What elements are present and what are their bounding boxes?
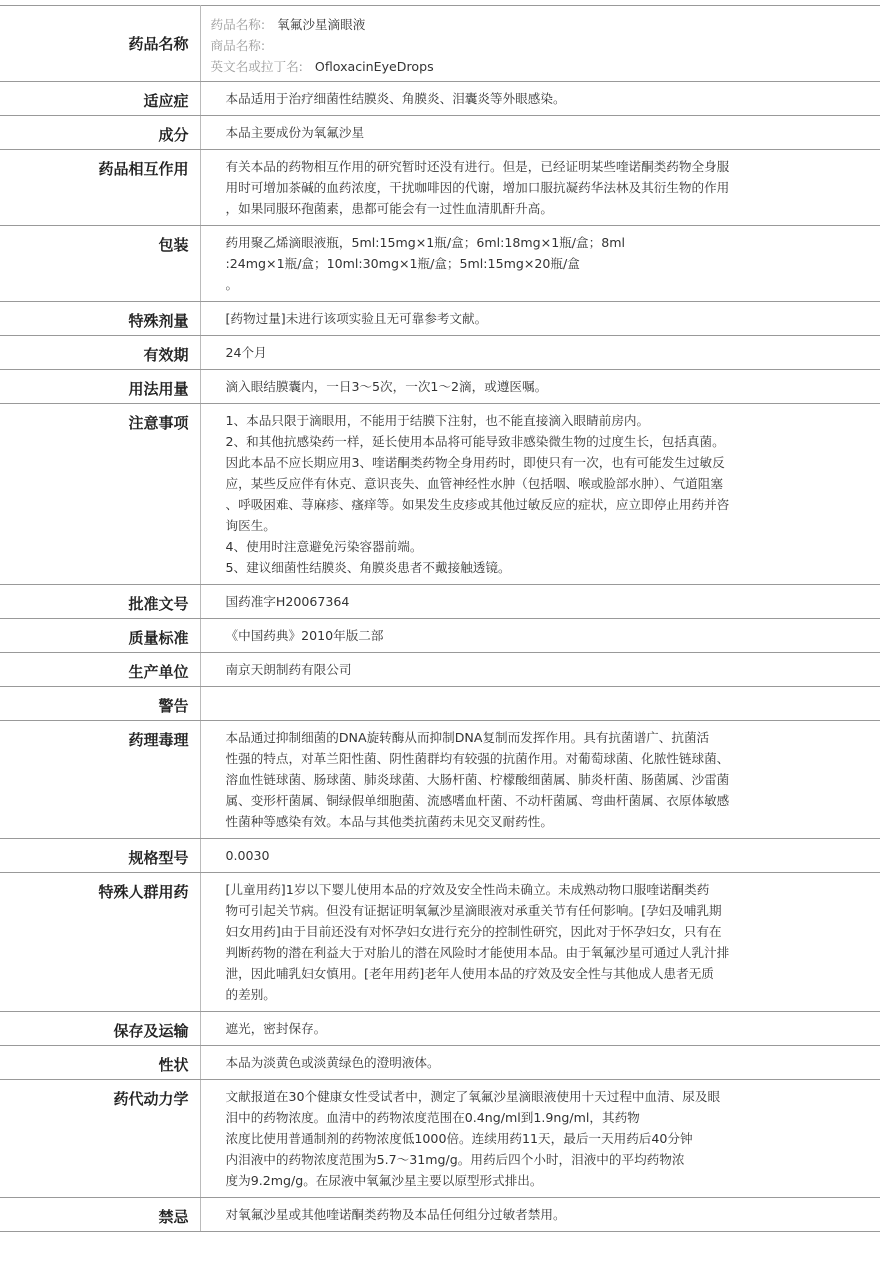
row-drug-name bbox=[0, 6, 880, 82]
value-line: 本品适用于治疗细菌性结膜炎、角膜炎、泪囊炎等外眼感染。 bbox=[225, 91, 566, 106]
row-value bbox=[200, 116, 880, 150]
row-value bbox=[200, 585, 880, 619]
table-row bbox=[0, 370, 880, 404]
row-value bbox=[200, 404, 880, 585]
table-row bbox=[0, 1198, 880, 1232]
value-line: 文献报道在30个健康女性受试者中，测定了氧氟沙星滴眼液使用十天过程中血清、尿及眼 bbox=[225, 1089, 721, 1104]
table-row bbox=[0, 619, 880, 653]
row-value bbox=[200, 1080, 880, 1198]
table-row bbox=[0, 687, 880, 721]
value-line: 物可引起关节病。但没有证据证明氧氟沙星滴眼液对承重关节有任何影响。[孕妇及哺乳期 bbox=[225, 903, 722, 918]
row-label: 用法用量 bbox=[0, 370, 200, 404]
row-label: 警告 bbox=[0, 687, 200, 721]
row-label: 特殊剂量 bbox=[0, 302, 200, 336]
row-label: 保存及运输 bbox=[0, 1012, 200, 1046]
row-label: 药品名称 bbox=[0, 6, 200, 82]
trade-name-key: 商品名称: bbox=[210, 38, 266, 53]
table-row bbox=[0, 302, 880, 336]
table-row bbox=[0, 873, 880, 1012]
value-line: 0.0030 bbox=[225, 848, 270, 863]
value-line: 有关本品的药物相互作用的研究暂时还没有进行。但是，已经证明某些喹诺酮类药物全身服 bbox=[225, 159, 730, 174]
value-line: [儿童用药]1岁以下婴儿使用本品的疗效及安全性尚未确立。未成熟动物口服喹诺酮类药 bbox=[225, 882, 710, 897]
value-line: 泪中的药物浓度。血清中的药物浓度范围在0.4ng/ml到1.9ng/ml，其药物 bbox=[225, 1110, 640, 1125]
row-value bbox=[200, 370, 880, 404]
table-row bbox=[0, 839, 880, 873]
row-value bbox=[200, 302, 880, 336]
row-label: 有效期 bbox=[0, 336, 200, 370]
generic-name-line bbox=[211, 14, 791, 35]
value-line: 。 bbox=[225, 277, 239, 292]
value-line: 度为9.2mg/g。在尿液中氧氟沙星主要以原型形式排出。 bbox=[225, 1173, 543, 1188]
row-label: 注意事项 bbox=[0, 404, 200, 585]
row-label: 批准文号 bbox=[0, 585, 200, 619]
table-row bbox=[0, 150, 880, 226]
value-line: 询医生。 bbox=[225, 518, 276, 533]
row-value bbox=[200, 150, 880, 226]
table-row bbox=[0, 1046, 880, 1080]
row-label: 药理毒理 bbox=[0, 721, 200, 839]
table-row bbox=[0, 336, 880, 370]
value-line: 药用聚乙烯滴眼液瓶，5ml:15mg×1瓶/盒；6ml:18mg×1瓶/盒；8ml bbox=[225, 235, 626, 250]
value-line: 用时可增加茶碱的血药浓度，干扰咖啡因的代谢，增加口服抗凝药华法林及其衍生物的作用 bbox=[225, 180, 730, 195]
table-row bbox=[0, 1012, 880, 1046]
value-line: ，如果同服环孢菌素，患都可能会有一过性血清肌酐升高。 bbox=[225, 201, 553, 216]
value-line: 对氧氟沙星或其他喹诺酮类药物及本品任何组分过敏者禁用。 bbox=[225, 1207, 566, 1222]
value-line: 5、建议细菌性结膜炎、角膜炎患者不戴接触透镜。 bbox=[225, 560, 511, 575]
value-line: 属、变形杆菌属、铜绿假单细胞菌、流感嗜血杆菌、不动杆菌属、弯曲杆菌属、衣原体敏感 bbox=[225, 793, 730, 808]
generic-name-value: 氧氟沙星滴眼液 bbox=[277, 17, 366, 32]
english-name-line bbox=[211, 56, 791, 77]
value-line: 本品通过抑制细菌的DNA旋转酶从而抑制DNA复制而发挥作用。具有抗菌谱广、抗菌活 bbox=[225, 730, 710, 745]
generic-name-key: 药品名称: bbox=[210, 17, 266, 32]
row-label: 药代动力学 bbox=[0, 1080, 200, 1198]
value-line: 国药准字H20067364 bbox=[225, 594, 350, 609]
value-line: 妇女用药]由于目前还没有对怀孕妇女进行充分的控制性研究，因此对于怀孕妇女，只有在 bbox=[225, 924, 722, 939]
value-line: 2、和其他抗感染药一样，延长使用本品将可能导致非感染微生物的过度生长，包括真菌。 bbox=[225, 434, 725, 449]
row-label: 性状 bbox=[0, 1046, 200, 1080]
row-value bbox=[200, 839, 880, 873]
table-row bbox=[0, 653, 880, 687]
row-value bbox=[200, 653, 880, 687]
value-line: [药物过量]未进行该项实验且无可靠参考文献。 bbox=[225, 311, 488, 326]
value-line: 泄，因此哺乳妇女慎用。[老年用药]老年人使用本品的疗效及安全性与其他成人患者无质 bbox=[225, 966, 714, 981]
value-line: 因此本品不应长期应用3、喹诺酮类药物全身用药时，即使只有一次，也有可能发生过敏反 bbox=[225, 455, 725, 470]
row-label: 包装 bbox=[0, 226, 200, 302]
value-line: 、呼吸困难、荨麻疹、瘙痒等。如果发生皮疹或其他过敏反应的症状，应立即停止用药并咨 bbox=[225, 497, 730, 512]
row-label: 规格型号 bbox=[0, 839, 200, 873]
row-value bbox=[200, 619, 880, 653]
row-label: 生产单位 bbox=[0, 653, 200, 687]
row-label: 禁忌 bbox=[0, 1198, 200, 1232]
drug-name-cell bbox=[200, 6, 880, 82]
row-label: 药品相互作用 bbox=[0, 150, 200, 226]
value-line: 性强的特点，对革兰阳性菌、阴性菌群均有较强的抗菌作用。对葡萄球菌、化脓性链球菌、 bbox=[225, 751, 730, 766]
value-line: 滴入眼结膜囊内，一日3～5次，一次1～2滴，或遵医嘱。 bbox=[225, 379, 548, 394]
table-row bbox=[0, 585, 880, 619]
table-row bbox=[0, 721, 880, 839]
table-row bbox=[0, 226, 880, 302]
row-value bbox=[200, 1046, 880, 1080]
table-row bbox=[0, 1080, 880, 1198]
row-value bbox=[200, 82, 880, 116]
row-value bbox=[200, 226, 880, 302]
value-line bbox=[226, 693, 791, 714]
value-line: 性菌种等感染有效。本品与其他类抗菌药未见交叉耐药性。 bbox=[225, 814, 553, 829]
row-value bbox=[200, 687, 880, 721]
row-label: 特殊人群用药 bbox=[0, 873, 200, 1012]
english-name-key: 英文名或拉丁名: bbox=[210, 59, 303, 74]
trade-name-line bbox=[211, 35, 791, 56]
value-line: 本品主要成份为氧氟沙星 bbox=[225, 125, 365, 140]
table-row bbox=[0, 82, 880, 116]
value-line: 遮光，密封保存。 bbox=[225, 1021, 327, 1036]
value-line: 判断药物的潜在利益大于对胎儿的潜在风险时才能使用本品。由于氧氟沙星可通过人乳汁排 bbox=[225, 945, 730, 960]
value-line: 《中国药典》2010年版二部 bbox=[225, 628, 384, 643]
row-value bbox=[200, 721, 880, 839]
value-line: 的差别。 bbox=[225, 987, 276, 1002]
row-label: 成分 bbox=[0, 116, 200, 150]
value-line: :24mg×1瓶/盒；10ml:30mg×1瓶/盒；5ml:15mg×20瓶/盒 bbox=[225, 256, 580, 271]
english-name-value: OfloxacinEyeDrops bbox=[314, 59, 434, 74]
row-label: 适应症 bbox=[0, 82, 200, 116]
row-value bbox=[200, 1012, 880, 1046]
row-value bbox=[200, 1198, 880, 1232]
value-line: 1、本品只限于滴眼用，不能用于结膜下注射，也不能直接滴入眼睛前房内。 bbox=[225, 413, 650, 428]
value-line: 浓度比使用普通制剂的药物浓度低1000倍。连续用药11天，最后一天用药后40分钟 bbox=[225, 1131, 693, 1146]
row-value bbox=[200, 873, 880, 1012]
value-line: 溶血性链球菌、肠球菌、肺炎球菌、大肠杆菌、柠檬酸细菌属、肺炎杆菌、肠菌属、沙雷菌 bbox=[225, 772, 730, 787]
drug-info-table bbox=[0, 5, 880, 1232]
value-line: 本品为淡黄色或淡黄绿色的澄明液体。 bbox=[225, 1055, 440, 1070]
value-line: 内泪液中的药物浓度范围为5.7～31mg/g。用药后四个小时，泪液中的平均药物浓 bbox=[225, 1152, 685, 1167]
value-line: 24个月 bbox=[225, 345, 267, 360]
value-line: 南京天朗制药有限公司 bbox=[225, 662, 352, 677]
row-label: 质量标准 bbox=[0, 619, 200, 653]
table-row bbox=[0, 404, 880, 585]
value-line: 4、使用时注意避免污染容器前端。 bbox=[225, 539, 423, 554]
row-value bbox=[200, 336, 880, 370]
table-row bbox=[0, 116, 880, 150]
value-line: 应，某些反应伴有休克、意识丧失、血管神经性水肿（包括咽、喉或脸部水肿）、气道阻塞 bbox=[225, 476, 723, 491]
